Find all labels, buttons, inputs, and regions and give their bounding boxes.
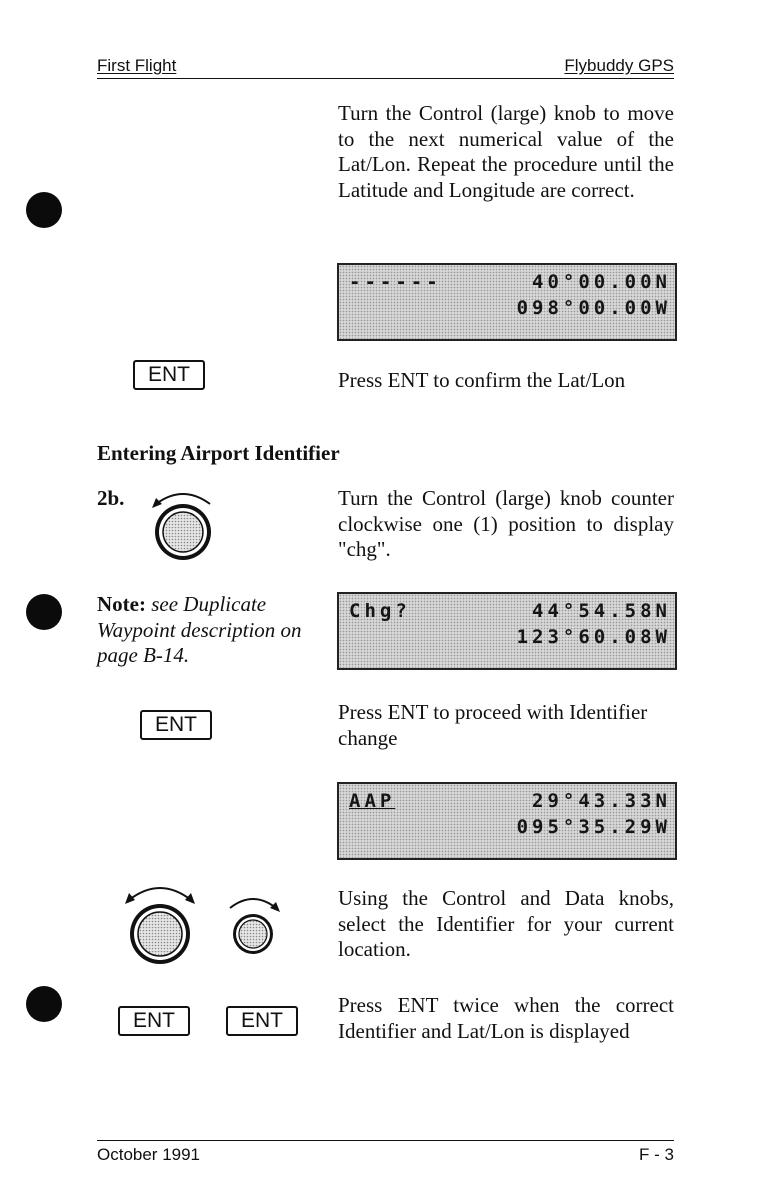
ent-key: ENT [140, 710, 212, 740]
ent-key: ENT [133, 360, 205, 390]
section-heading: Entering Airport Identifier [97, 441, 340, 465]
proceed-instruction: Press ENT to proceed with Identifier change [338, 700, 648, 750]
page-number: F - 3 [639, 1145, 674, 1164]
gps-lcd-display-identifier [337, 782, 677, 860]
control-knob-icon [150, 484, 220, 564]
step-label: 2b. [97, 486, 125, 510]
confirm-instruction: Press ENT to confirm the Lat/Lon [338, 368, 626, 392]
lcd-longitude: 098°00.00W [516, 297, 671, 319]
lcd-longitude: 123°60.08W [516, 626, 671, 648]
lcd-identifier: AAP [349, 790, 396, 812]
final-instruction: Press ENT twice when the correct Identifier and Lat/Lon is displayed [338, 993, 674, 1043]
lcd-latitude: 44°54.58N [532, 600, 671, 622]
header-rule [97, 78, 674, 79]
footer-date: October 1991 [97, 1145, 201, 1164]
ent-key: ENT [118, 1006, 190, 1036]
instruction-paragraph: Turn the Control (large) knob to move to the next numerical value of the Lat/Lon. Repeat the procedure until the Latitude and Longitude are correct. [338, 101, 674, 202]
knobs-instruction: Using the Control and Data knobs, select the Identifier for your current location. [338, 886, 674, 961]
ent-key: ENT [226, 1006, 298, 1036]
lcd-latitude: 40°00.00N [532, 271, 671, 293]
note [97, 592, 307, 669]
lcd-latitude: 29°43.33N [532, 790, 671, 812]
gps-lcd-display [337, 263, 677, 341]
control-knob-icon [115, 878, 205, 970]
running-header-title: First Flight [97, 56, 177, 75]
gps-lcd-display-chg [337, 592, 677, 670]
note-text: see Duplicate Waypoint description on page B-14. [97, 592, 302, 667]
lcd-row1-left: Chg? [349, 600, 411, 622]
binder-hole [26, 594, 62, 630]
lcd-longitude: 095°35.29W [516, 816, 671, 838]
footer-rule [97, 1140, 674, 1141]
binder-hole [26, 986, 62, 1022]
lcd-row1-left: ------ [349, 271, 442, 293]
knob-instruction: Turn the Control (large) knob counter clockwise one (1) position to display "chg". [338, 486, 674, 561]
running-header-product: Flybuddy GPS [564, 56, 674, 75]
data-knob-icon [222, 890, 284, 962]
binder-hole [26, 192, 62, 228]
note-label: Note: [97, 592, 146, 616]
